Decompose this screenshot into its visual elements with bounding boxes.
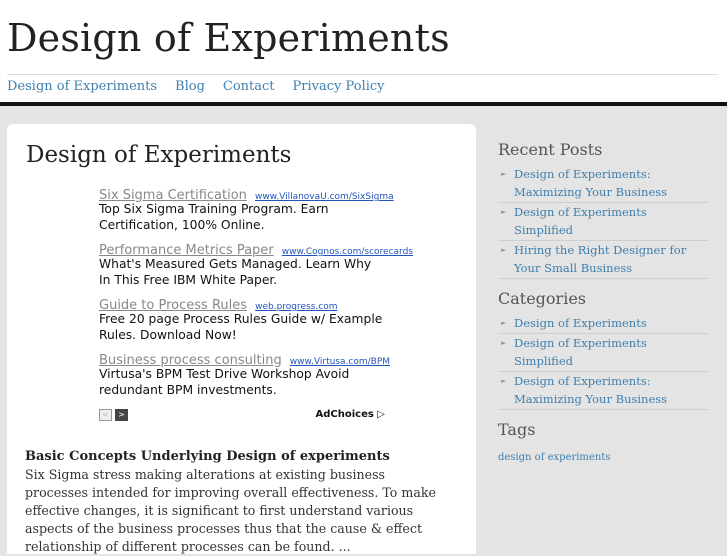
ad-description: Virtusa's BPM Test Drive Workshop Avoid redundant BPM investments.: [99, 367, 350, 397]
category-item[interactable]: ► Design of Experiments Simplified: [498, 334, 708, 372]
bullet-icon: ►: [501, 377, 507, 385]
recent-post-item[interactable]: ► Design of Experiments: Maximizing Your Business: [498, 165, 708, 203]
ad-controls: [99, 409, 385, 423]
ad-description: Top Six Sigma Training Program. Earn Certification, 100% Online.: [99, 202, 329, 232]
ad-description: What's Measured Gets Managed. Learn Why In This Free IBM White Paper.: [99, 257, 372, 287]
nav-design-of-experiments[interactable]: Design of Experiments: [7, 79, 158, 94]
ad-item: [99, 184, 394, 233]
ad-item: [99, 349, 391, 398]
recent-post-item[interactable]: ► Hiring the Right Designer for Your Small Business: [498, 241, 708, 279]
ad-item: [99, 239, 413, 288]
site-title[interactable]: Design of Experiments: [7, 16, 450, 60]
ad-url-link[interactable]: web.progress.com: [255, 302, 338, 312]
ad-prev-button[interactable]: <: [99, 409, 112, 421]
bullet-icon: ►: [501, 170, 507, 178]
ad-block: [99, 184, 413, 404]
bullet-icon: ►: [501, 339, 507, 347]
post-body: Six Sigma stress making alterations at existing business processes intended for improving overall effectiveness. To make effective changes, it is significant to first understand various aspects of the business processes thus that the cause & effect relationship of different processes can be found. ...: [25, 467, 436, 554]
categories-widget: [498, 289, 708, 410]
ad-item: [99, 294, 385, 343]
post-title: Design of Experiments: [26, 142, 292, 168]
bullet-icon: ►: [501, 246, 507, 254]
ad-url-link[interactable]: www.Cognos.com/scorecards: [281, 247, 413, 257]
bullet-icon: ►: [501, 208, 507, 216]
site-header: [0, 0, 727, 106]
category-item[interactable]: ► Design of Experiments: Maximizing Your Business: [498, 372, 708, 410]
header-divider: [7, 74, 718, 75]
ad-next-button[interactable]: >: [115, 409, 128, 421]
adchoices-label: AdChoices: [315, 409, 374, 420]
main-nav: [7, 79, 403, 94]
widget-title: Categories: [498, 289, 586, 308]
adchoices-link[interactable]: [315, 409, 385, 420]
ad-title-link[interactable]: Guide to Process Rules: [99, 298, 248, 313]
nav-contact[interactable]: Contact: [222, 79, 275, 94]
tags-widget: [498, 420, 708, 464]
widget-title: Tags: [498, 420, 536, 439]
ad-title-link[interactable]: Business process consulting: [99, 353, 282, 368]
recent-posts-widget: [498, 140, 708, 279]
category-item[interactable]: ► Design of Experiments: [498, 314, 708, 334]
sidebar: [498, 140, 708, 474]
ad-url-link[interactable]: www.VillanovaU.com/SixSigma: [255, 192, 394, 202]
ad-title-link[interactable]: Performance Metrics Paper: [99, 243, 274, 258]
ad-title-link[interactable]: Six Sigma Certification: [99, 188, 247, 203]
ad-url-link[interactable]: www.Virtusa.com/BPM: [289, 357, 391, 367]
ad-description: Free 20 page Process Rules Guide w/ Example Rules. Download Now!: [99, 312, 383, 342]
adchoices-icon: ▷: [377, 409, 385, 420]
bullet-icon: ►: [501, 319, 507, 327]
post-content: [7, 124, 476, 554]
tag-link[interactable]: design of experiments: [498, 452, 611, 463]
section-heading: Basic Concepts Underlying Design of experiments: [25, 449, 390, 464]
recent-post-item[interactable]: ► Design of Experiments Simplified: [498, 203, 708, 241]
widget-title: Recent Posts: [498, 140, 603, 159]
nav-blog[interactable]: Blog: [175, 79, 205, 94]
nav-privacy-policy[interactable]: Privacy Policy: [292, 79, 385, 94]
